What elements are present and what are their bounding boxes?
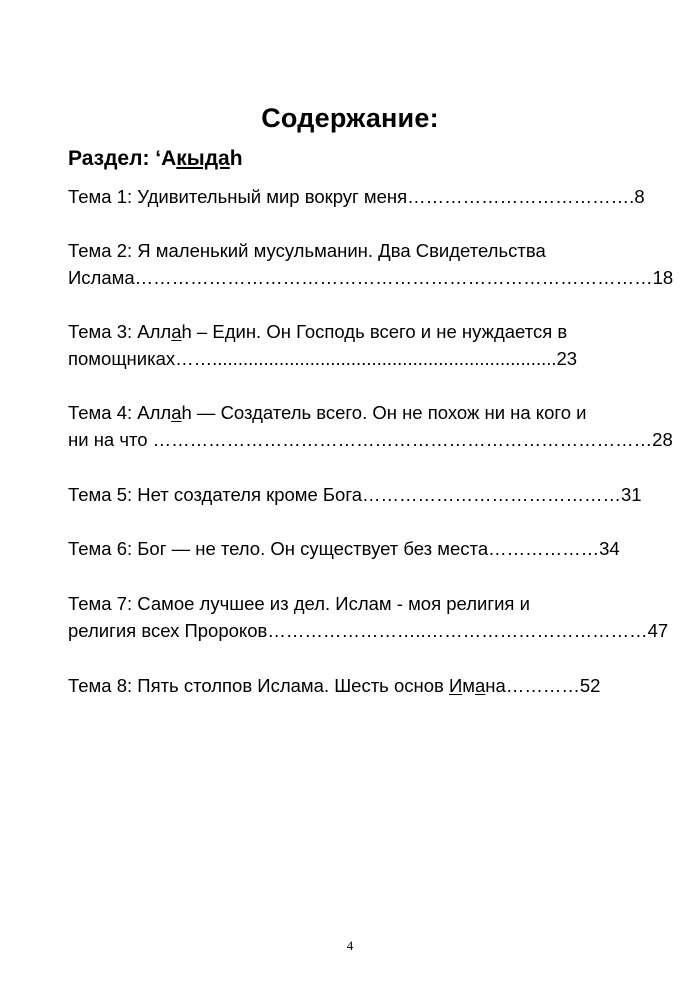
- toc-page-number: 8: [634, 186, 645, 207]
- toc-line: [68, 535, 620, 562]
- toc-line: [68, 237, 673, 264]
- toc-leader: …………………………………………………………………………: [134, 267, 653, 288]
- toc-page-number: 18: [652, 267, 674, 288]
- toc-entry-6[interactable]: [68, 535, 620, 562]
- toc-page-number: 52: [579, 675, 601, 696]
- section-underlined: кыда: [176, 147, 230, 170]
- toc-text-underlined: И: [448, 675, 463, 696]
- toc-entry-5[interactable]: [68, 481, 642, 508]
- toc-line: [68, 399, 673, 426]
- toc-text: Тема 4: Алл: [68, 402, 172, 423]
- toc-page-number: 47: [647, 620, 669, 641]
- toc-leader: ……...................................................................: [175, 348, 557, 369]
- toc-page-number: 23: [556, 348, 578, 369]
- toc-text: Тема 1: Удивительный мир вокруг меня: [68, 186, 408, 207]
- toc-leader: ……………………..………………………………: [267, 620, 648, 641]
- toc-text: h – Един. Он Господь всего и не нуждается в: [181, 321, 568, 342]
- page-number: 4: [346, 938, 354, 953]
- toc-leader: ……………………………………: [361, 484, 621, 505]
- toc-line: [68, 426, 673, 453]
- toc-line: [68, 672, 600, 699]
- toc-line: [68, 318, 577, 345]
- toc-line: [68, 345, 577, 372]
- toc-line: [68, 617, 668, 644]
- toc-leader: ………………: [488, 538, 600, 559]
- toc-page-number: 28: [652, 429, 673, 450]
- toc-line: [68, 481, 642, 508]
- toc-leader: ……………………………….: [407, 186, 635, 207]
- toc-entry-4[interactable]: [68, 399, 673, 453]
- toc-entry-7[interactable]: [68, 590, 668, 644]
- toc-line: [68, 590, 668, 617]
- toc-page-number: 31: [620, 484, 642, 505]
- toc-text: помощниках: [68, 348, 176, 369]
- page-title: Содержание:: [261, 103, 439, 133]
- toc-text: Тема 7: Самое лучшее из дел. Ислам - моя религия и: [68, 593, 530, 614]
- toc-text: м: [462, 675, 475, 696]
- toc-text: Тема 5: Нет создателя кроме Бога: [68, 484, 362, 505]
- section-prefix: Раздел: ‘А: [68, 147, 177, 170]
- toc-text-underlined: а: [475, 675, 486, 696]
- toc-text: Тема 6: Бог — не тело. Он существует без места: [68, 538, 489, 559]
- toc-leader: …………: [505, 675, 580, 696]
- toc-entry-3[interactable]: [68, 318, 577, 372]
- toc-entry-2[interactable]: [68, 237, 673, 291]
- toc-entry-8[interactable]: [68, 672, 600, 699]
- toc-leader: ………………………………………………………………………: [152, 429, 653, 450]
- section-suffix: h: [229, 147, 243, 170]
- toc-line: [68, 183, 645, 210]
- toc-text: ни на что: [68, 429, 153, 450]
- toc-text: на: [485, 675, 506, 696]
- toc-entry-1[interactable]: [68, 183, 645, 210]
- toc-text: h — Создатель всего. Он не похож ни на кого и: [181, 402, 587, 423]
- toc-text-underlined: а: [171, 321, 182, 342]
- toc-text: религия всех Пророков: [68, 620, 268, 641]
- toc-text: Тема 2: Я маленький мусульманин. Два Свидетельства: [68, 240, 546, 261]
- toc-text: Тема 3: Алл: [68, 321, 172, 342]
- toc-text: Тема 8: Пять столпов Ислама. Шесть основ: [68, 675, 449, 696]
- toc-page-number: 34: [599, 538, 620, 559]
- toc-text-underlined: а: [171, 402, 182, 423]
- toc-text: Ислама: [68, 267, 135, 288]
- toc-line: [68, 264, 673, 291]
- section-heading: [68, 147, 243, 171]
